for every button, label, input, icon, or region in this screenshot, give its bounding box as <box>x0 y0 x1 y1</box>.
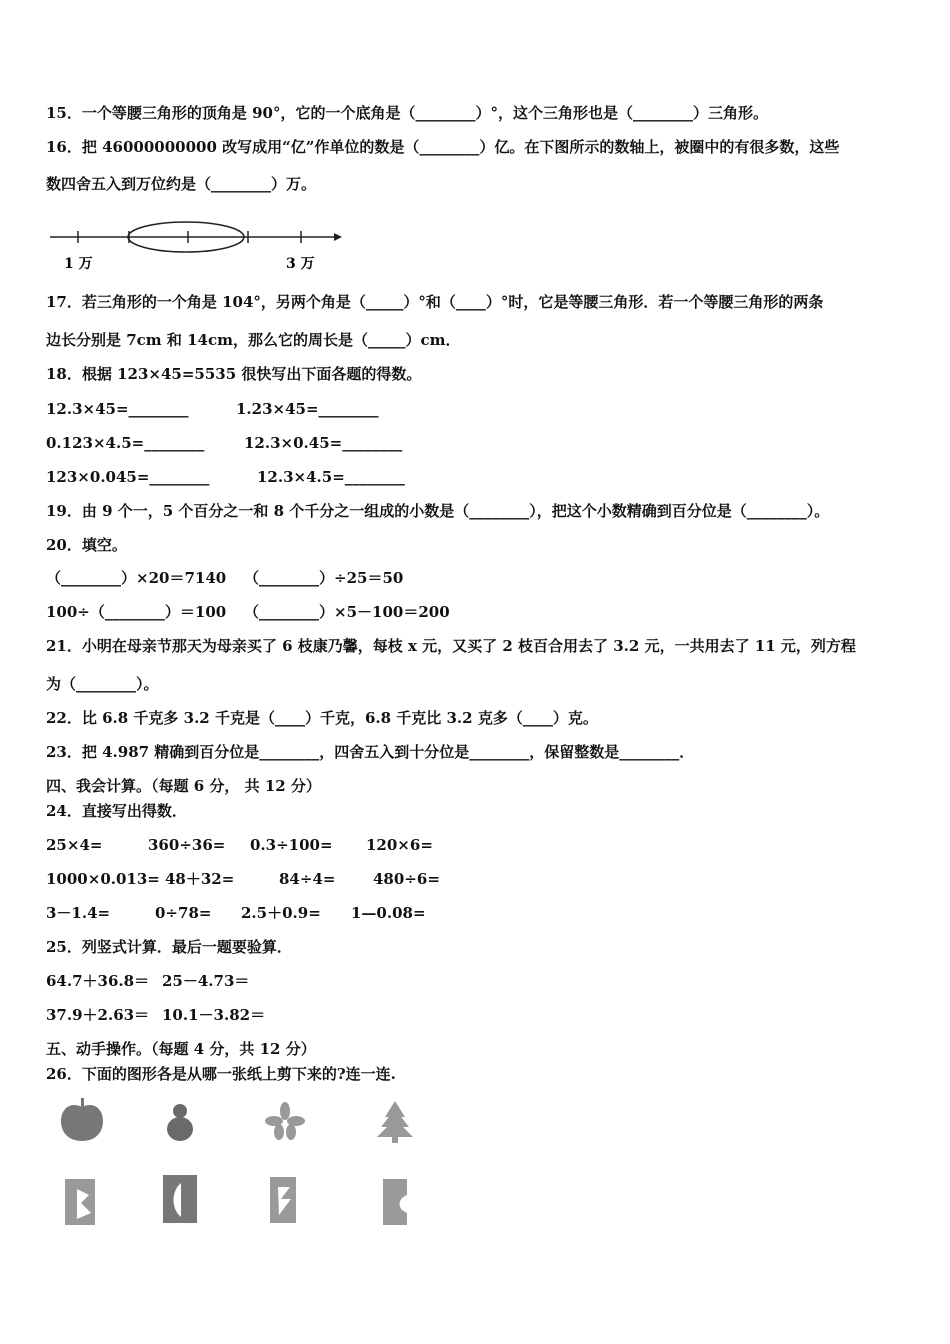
q24-item: 0÷78= <box>155 904 212 922</box>
question-18: 18．根据 123×45=5535 很快写出下面各题的得数。 <box>46 365 422 383</box>
q24-item: 2.5＋0.9= <box>241 904 321 922</box>
q24-item: 360÷36= <box>148 836 226 854</box>
question-21-line2: 为（________）。 <box>46 675 159 693</box>
question-19: 19．由 9 个一，5 个百分之一和 8 个千分之一组成的小数是（________），把这个小数精确到百分位是（________）。 <box>46 502 830 520</box>
q18-item: 12.3×45=________ <box>46 400 189 418</box>
flower-shape <box>265 1102 305 1140</box>
question-24: 24．直接写出得数． <box>46 802 187 820</box>
question-17-line1: 17．若三角形的一个角是 104°，另两个角是（_____）°和（____）°时，它是等腰三角形．若一个等腰三角形的两条 <box>46 293 824 311</box>
tree-shape <box>377 1101 413 1143</box>
q24-item: 84÷4= <box>279 870 336 888</box>
q24-item: 1—0.08= <box>351 904 426 922</box>
apple-shape <box>61 1098 103 1141</box>
q24-item: 480÷6= <box>373 870 440 888</box>
q18-item: 12.3×0.45=________ <box>244 434 403 452</box>
number-line-right-label: 3 万 <box>286 256 315 272</box>
question-20: 20．填空。 <box>46 536 127 554</box>
q24-item: 25×4= <box>46 836 103 854</box>
question-17-line2: 边长分别是 7cm 和 14cm，那么它的周长是（_____）cm． <box>46 331 461 349</box>
question-23: 23．把 4.987 精确到百分位是________，四舍五入到十分位是________，保留整数是________． <box>46 743 695 761</box>
section-4-heading: 四、我会计算。（每题 6 分， 共 12 分） <box>46 777 321 795</box>
q25-item: 37.9＋2.63＝ <box>46 1006 150 1024</box>
section-5-heading: 五、动手操作。（每题 4 分，共 12 分） <box>46 1040 316 1058</box>
q24-item: 1000×0.013= <box>46 870 160 888</box>
q24-item: 120×6= <box>366 836 433 854</box>
q24-item: 48＋32= <box>165 870 235 888</box>
question-22: 22．比 6.8 千克多 3.2 千克是（____）千克，6.8 千克比 3.2 克多（____）克。 <box>46 709 598 727</box>
q25-item: 25－4.73＝ <box>162 972 250 990</box>
question-16-line2: 数四舍五入到万位约是（________）万。 <box>46 175 317 193</box>
question-15: 15．一个等腰三角形的顶角是 90°，它的一个底角是（________）°，这个三角形也是（________）三角形。 <box>46 104 768 122</box>
question-21-line1: 21．小明在母亲节那天为母亲买了 6 枝康乃馨，每枝 x 元，又买了 2 枝百合用去了 3.2 元，一共用去了 11 元，列方程 <box>46 637 856 655</box>
paper-piece-3 <box>270 1177 296 1223</box>
q18-item: 1.23×45=________ <box>236 400 379 418</box>
q18-item: 12.3×4.5=________ <box>257 468 405 486</box>
q20-item: （________）÷25＝50 <box>244 569 404 587</box>
q18-item: 0.123×4.5=________ <box>46 434 205 452</box>
q24-item: 0.3÷100= <box>250 836 333 854</box>
cutout-shapes-figure <box>55 1095 435 1235</box>
gourd-shape <box>167 1104 193 1141</box>
number-line-arrow <box>334 233 342 241</box>
q20-item: （________）×20＝7140 <box>46 569 227 587</box>
q25-item: 64.7＋36.8＝ <box>46 972 150 990</box>
number-line-figure <box>46 216 346 276</box>
q24-item: 3－1.4= <box>46 904 111 922</box>
paper-piece-4 <box>383 1179 407 1225</box>
number-line-left-label: 1 万 <box>64 256 93 272</box>
q20-item: （________）×5－100＝200 <box>244 603 450 621</box>
paper-piece-2 <box>163 1175 197 1223</box>
question-25: 25．列竖式计算．最后一题要验算． <box>46 938 292 956</box>
paper-piece-1 <box>65 1179 95 1225</box>
question-16-line1: 16．把 46000000000 改写成用“亿”作单位的数是（________）亿。在下图所示的数轴上，被圈中的有很多数，这些 <box>46 138 840 156</box>
q20-item: 100÷（________）＝100 <box>46 603 227 621</box>
question-26: 26．下面的图形各是从哪一张纸上剪下来的?连一连. <box>46 1065 396 1083</box>
q25-item: 10.1－3.82＝ <box>162 1006 266 1024</box>
q18-item: 123×0.045=________ <box>46 468 210 486</box>
